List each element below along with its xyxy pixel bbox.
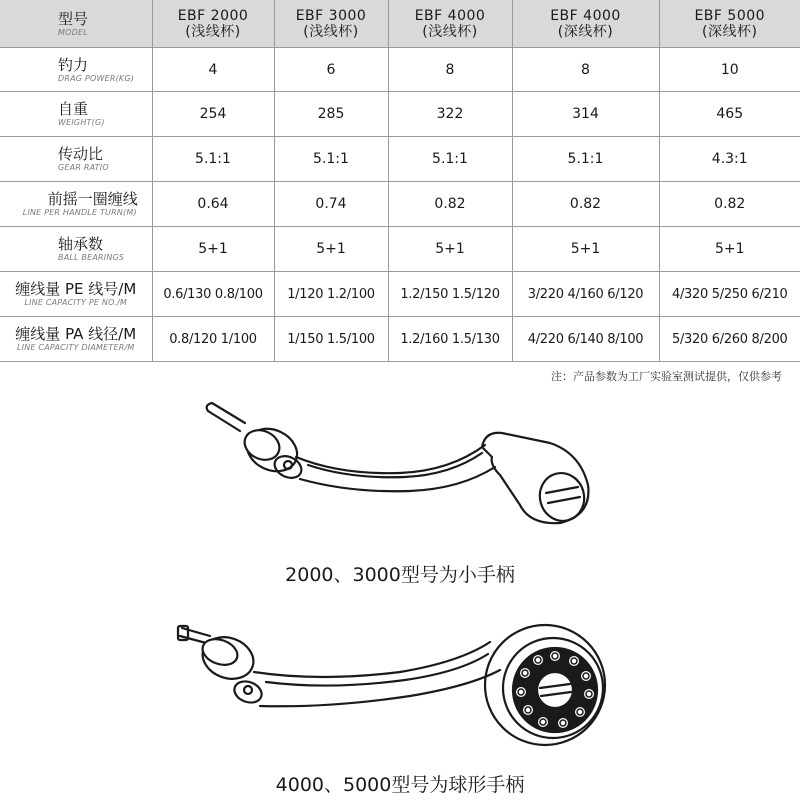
- table-cell: 1.2/150 1.5/120: [388, 272, 512, 317]
- row-label-zh: 轴承数: [58, 235, 104, 253]
- small-handle-icon: [200, 395, 600, 535]
- model-header-cell: [659, 0, 800, 48]
- table-cell: 1/120 1.2/100: [274, 272, 388, 317]
- row-label-en: LINE PER HANDLE TURN(M): [22, 208, 137, 217]
- table-cell: 0.74: [274, 182, 388, 227]
- table-row: [0, 182, 800, 227]
- table-cell: 5+1: [274, 227, 388, 272]
- table-cell: 6: [274, 48, 388, 92]
- row-label-cell: [0, 137, 152, 182]
- table-cell: 322: [388, 92, 512, 137]
- row-label-zh: 传动比: [58, 145, 104, 163]
- spec-table: [0, 0, 800, 362]
- row-label-zh: 缠线量 PA 线径/M: [15, 325, 137, 343]
- model-header-cell: [274, 0, 388, 48]
- row-label-zh: 前摇一圈缠线: [47, 190, 138, 208]
- row-label-en: WEIGHT(G): [58, 118, 105, 127]
- row-label-en: LINE CAPACITY PE NO./M: [24, 298, 128, 307]
- row-label-en: LINE CAPACITY DIAMETER/M: [17, 343, 135, 352]
- model-header-cell: [388, 0, 512, 48]
- row-label-cell: [0, 272, 152, 317]
- table-cell: 4/220 6/140 8/100: [512, 317, 659, 362]
- table-row: [0, 92, 800, 137]
- table-cell: 10: [659, 48, 800, 92]
- disclaimer-note: 注：产品参数为工厂实验室测试提供，仅供参考: [551, 370, 782, 383]
- ball-handle-icon: [170, 600, 640, 750]
- table-cell: 5/320 6/260 8/200: [659, 317, 800, 362]
- table-cell: 5+1: [659, 227, 800, 272]
- table-cell: 5.1:1: [152, 137, 274, 182]
- table-row: [0, 227, 800, 272]
- table-cell: 0.6/130 0.8/100: [152, 272, 274, 317]
- table-cell: 5.1:1: [274, 137, 388, 182]
- table-cell: 0.82: [659, 182, 800, 227]
- row-label-cell: [0, 227, 152, 272]
- row-label-cell: [0, 92, 152, 137]
- table-cell: 0.64: [152, 182, 274, 227]
- table-cell: 465: [659, 92, 800, 137]
- model-cup: (浅线杯): [303, 23, 359, 40]
- model-cup: (浅线杯): [422, 23, 478, 40]
- model-name: EBF 4000: [550, 7, 621, 24]
- row-label-zh: 缠线量 PE 线号/M: [15, 280, 137, 298]
- table-cell: 3/220 4/160 6/120: [512, 272, 659, 317]
- table-cell: 4/320 5/250 6/210: [659, 272, 800, 317]
- model-cup: (深线杯): [557, 23, 614, 40]
- table-cell: 5.1:1: [512, 137, 659, 182]
- table-row: [0, 137, 800, 182]
- model-header-cell: [152, 0, 274, 48]
- model-name: EBF 3000: [295, 7, 367, 24]
- row-label-cell: [0, 48, 152, 92]
- model-label-cell: [0, 0, 152, 48]
- row-label-en: GEAR RATIO: [58, 163, 109, 172]
- model-name: EBF 4000: [414, 7, 486, 24]
- table-cell: 1.2/160 1.5/130: [388, 317, 512, 362]
- table-cell: 5+1: [512, 227, 659, 272]
- figure-caption: 4000、5000型号为球形手柄: [275, 774, 525, 796]
- row-label-en: BALL BEARINGS: [58, 253, 125, 262]
- row-label-cell: [0, 182, 152, 227]
- table-cell: 285: [274, 92, 388, 137]
- model-label-en: MODEL: [58, 27, 88, 37]
- row-label-cell: [0, 317, 152, 362]
- row-label-en: DRAG POWER(KG): [58, 73, 135, 83]
- model-cup: (深线杯): [702, 23, 758, 40]
- header-row: [0, 0, 800, 48]
- table-cell: 314: [512, 92, 659, 137]
- model-name: EBF 2000: [177, 7, 249, 24]
- table-row: [0, 48, 800, 92]
- table-cell: 4: [152, 48, 274, 92]
- table-cell: 0.82: [388, 182, 512, 227]
- table-row: [0, 317, 800, 362]
- model-name: EBF 5000: [694, 7, 766, 24]
- row-label-zh: 自重: [58, 100, 89, 118]
- figure-caption: 2000、3000型号为小手柄: [285, 564, 515, 586]
- table-cell: 8: [512, 48, 659, 92]
- model-cup: (浅线杯): [185, 23, 241, 40]
- table-cell: 254: [152, 92, 274, 137]
- table-cell: 4.3:1: [659, 137, 800, 182]
- table-row: [0, 272, 800, 317]
- table-cell: 8: [388, 48, 512, 92]
- table-cell: 5.1:1: [388, 137, 512, 182]
- table-cell: 5+1: [388, 227, 512, 272]
- table-cell: 1/150 1.5/100: [274, 317, 388, 362]
- table-cell: 0.8/120 1/100: [152, 317, 274, 362]
- table-cell: 5+1: [152, 227, 274, 272]
- row-label-zh: 钓力: [58, 55, 89, 74]
- model-header-cell: [512, 0, 659, 48]
- model-label-zh: 型号: [58, 9, 89, 28]
- table-cell: 0.82: [512, 182, 659, 227]
